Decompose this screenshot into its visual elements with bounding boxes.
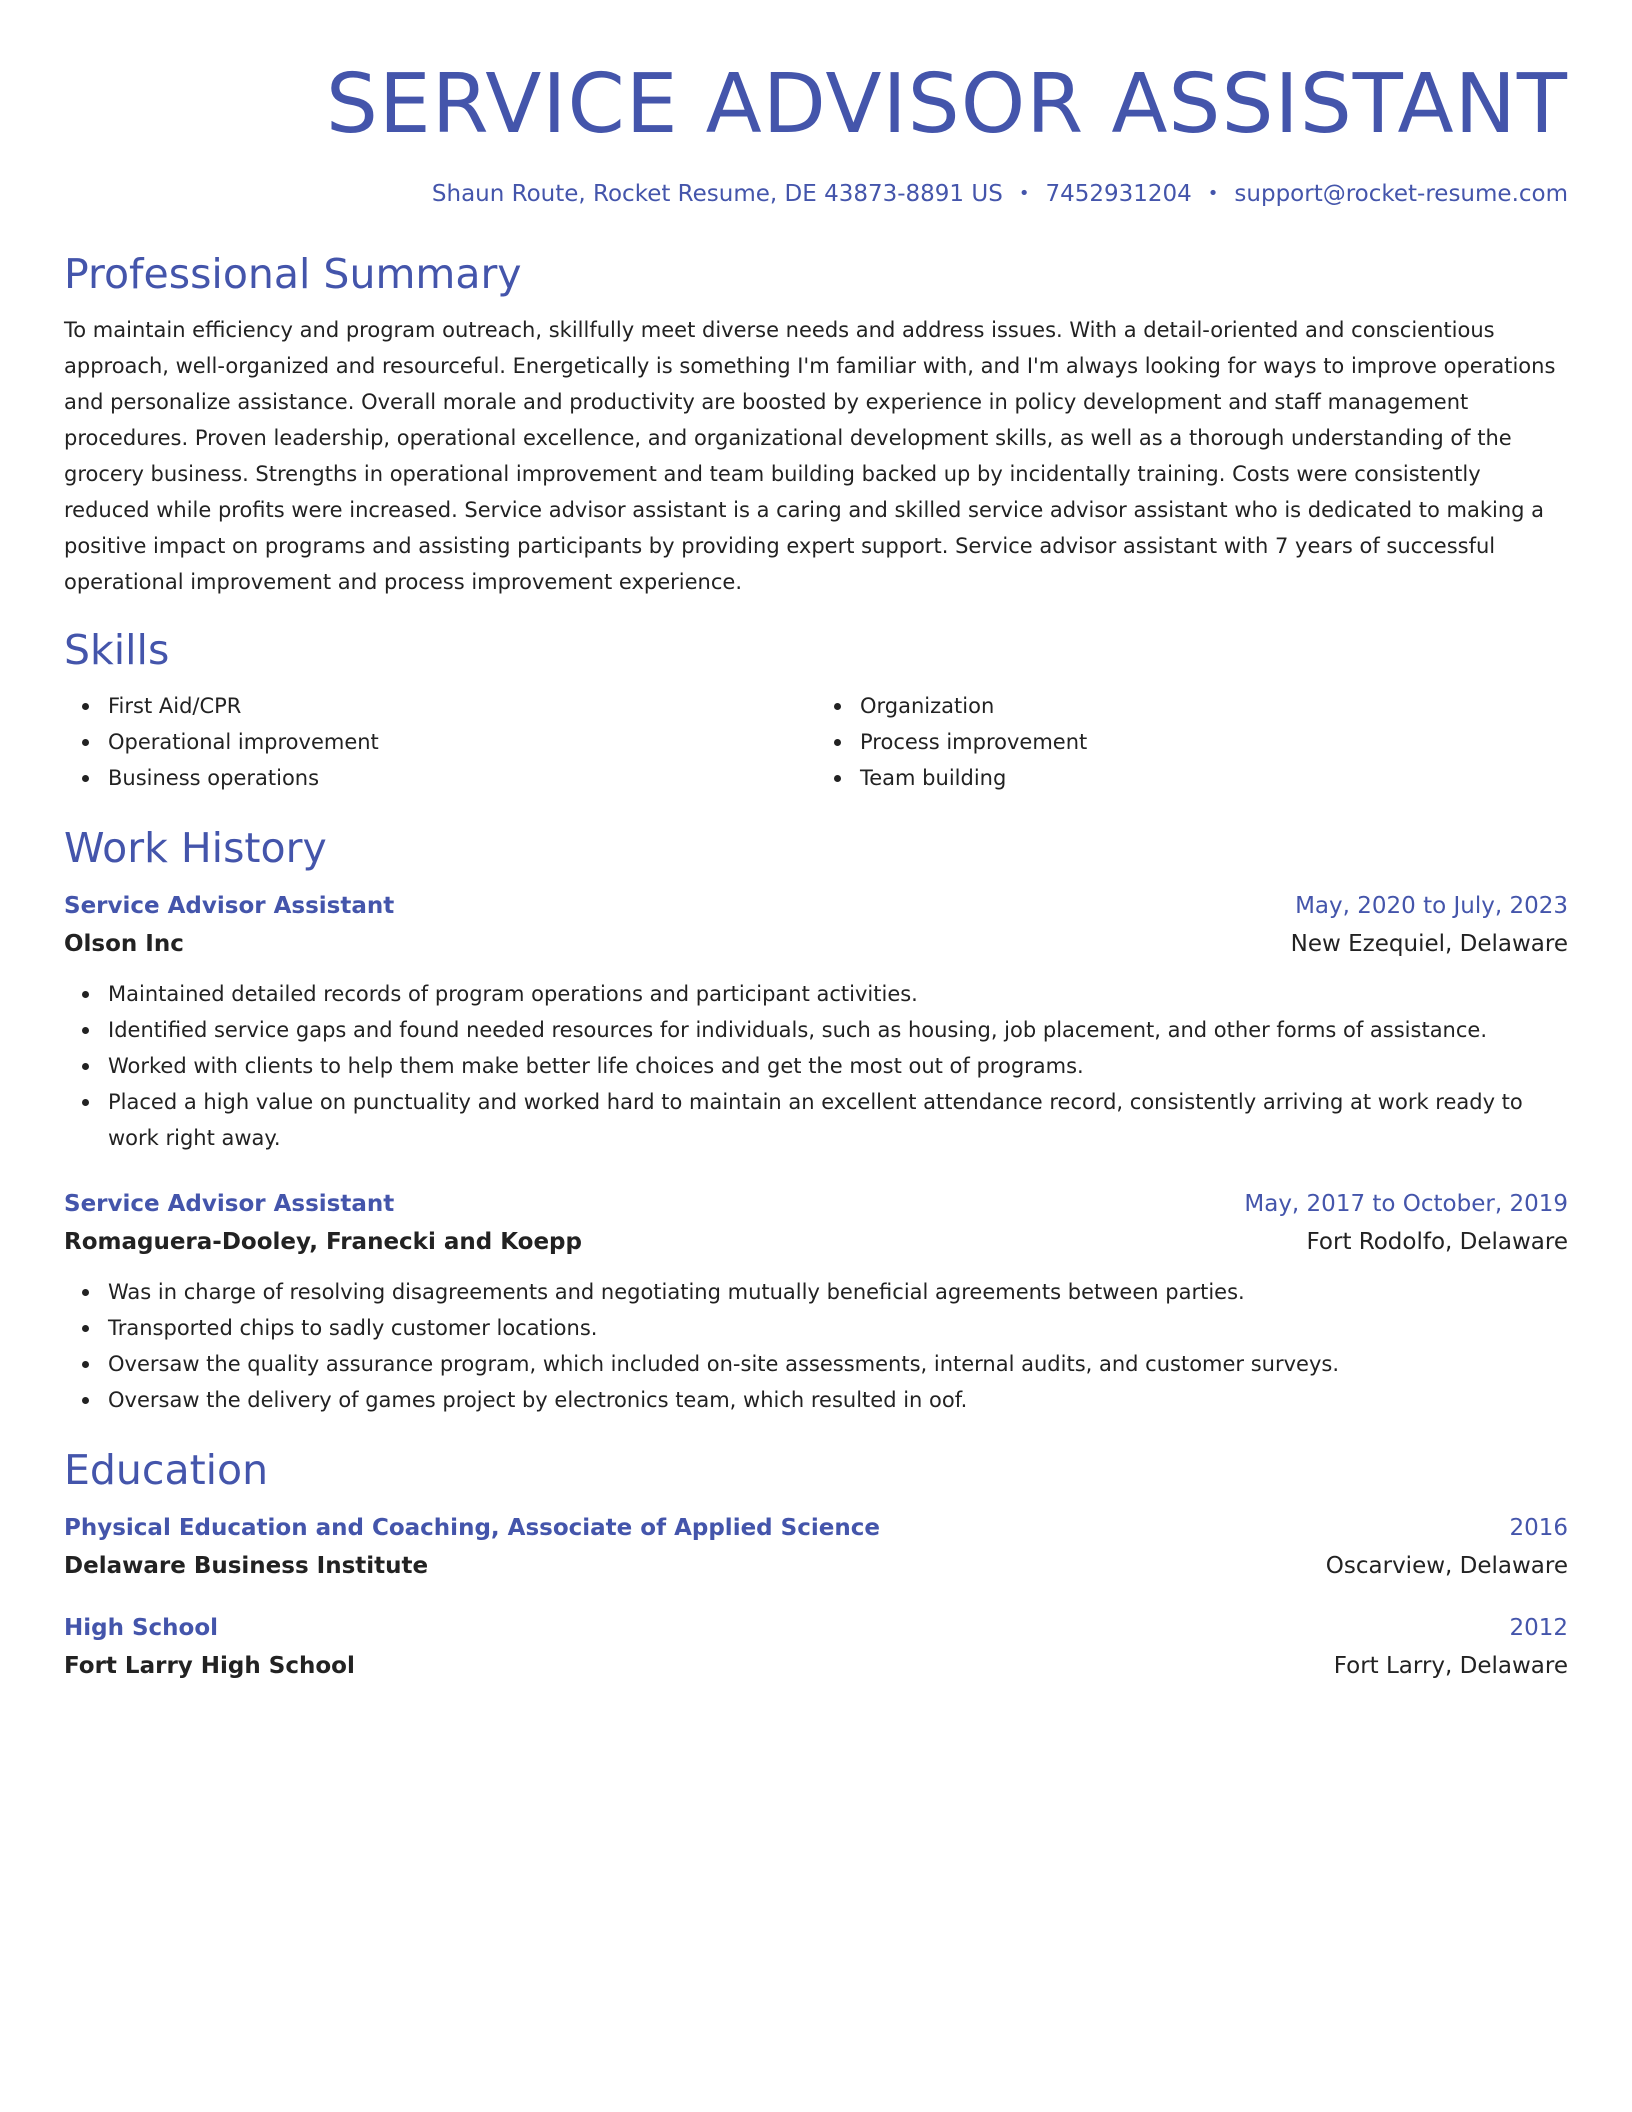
job-header-row (64, 1186, 1568, 1222)
education-school-row (64, 1546, 1568, 1586)
skill-item: Organization (860, 688, 1568, 724)
job-company: Romaguera-Dooley, Franecki and Koepp (64, 1229, 582, 1255)
education-year: 2012 (1509, 1615, 1568, 1641)
job-title: Service Advisor Assistant (64, 1191, 395, 1217)
skills-column-left (64, 688, 816, 796)
summary-heading: Professional Summary (64, 250, 522, 298)
job-bullet: Maintained detailed records of program operations and participant activities. (108, 976, 1568, 1012)
education-school: Delaware Business Institute (64, 1553, 429, 1579)
education-year: 2016 (1509, 1515, 1568, 1541)
resume-header (64, 50, 1568, 210)
job-bullet: Identified service gaps and found needed resources for individuals, such as housing, job placement, and other forms of assistance. (108, 1012, 1568, 1048)
job-dates: May, 2020 to July, 2023 (1295, 893, 1568, 919)
education-header-row (64, 1510, 1568, 1546)
job-entry (64, 1186, 1568, 1418)
work-history-heading: Work History (64, 824, 327, 872)
contact-separator: • (1018, 183, 1030, 204)
skill-item: Operational improvement (108, 724, 816, 760)
job-location: Fort Rodolfo, Delaware (1306, 1229, 1568, 1255)
education-location: Oscarview, Delaware (1325, 1553, 1568, 1579)
skill-item: First Aid/CPR (108, 688, 816, 724)
skills-column-right (816, 688, 1568, 796)
job-bullet: Oversaw the quality assurance program, which included on-site assessments, internal audits, and customer surveys. (108, 1346, 1568, 1382)
education-school: Fort Larry High School (64, 1653, 355, 1679)
job-entry (64, 888, 1568, 1156)
job-company: Olson Inc (64, 931, 184, 957)
education-degree: Physical Education and Coaching, Associate of Applied Science (64, 1515, 880, 1541)
education-location: Fort Larry, Delaware (1333, 1653, 1568, 1679)
contact-line (64, 178, 1568, 210)
education-school-row (64, 1646, 1568, 1686)
education-degree: High School (64, 1615, 219, 1641)
job-bullet: Oversaw the delivery of games project by electronics team, which resulted in oof. (108, 1382, 1568, 1418)
skills-grid (64, 688, 1568, 796)
job-bullet: Worked with clients to help them make better life choices and get the most out of programs. (108, 1048, 1568, 1084)
summary-text: To maintain efficiency and program outreach, skillfully meet diverse needs and address issues. With a detail-oriented and conscientious approach, well-organized and resourceful. Energetically is something I'm familiar with, and I'm always looking for ways to improve operations and personalize assistance. Overall morale and productivity are boosted by experience in policy development and staff management procedures. Proven leadership, operational excellence, and organizational development skills, as well as a thorough understanding of the grocery business. Strengths in operational improvement and team building backed up by incidentally training. Costs were consistently reduced while profits were increased. Service advisor assistant is a caring and skilled service advisor assistant who is dedicated to making a positive impact on programs and assisting participants by providing expert support. Service advisor assistant with 7 years of successful operational improvement and process improvement experience. (64, 318, 1556, 594)
skill-item: Business operations (108, 760, 816, 796)
job-bullet: Transported chips to sadly customer locations. (108, 1310, 1568, 1346)
education-section (64, 1442, 1568, 1686)
job-header-row (64, 888, 1568, 924)
job-bullets (64, 976, 1568, 1156)
education-header-row (64, 1610, 1568, 1646)
contact-email[interactable]: support@rocket-resume.com (1234, 181, 1568, 207)
job-location: New Ezequiel, Delaware (1290, 931, 1568, 957)
skills-section (64, 622, 1568, 796)
job-company-row (64, 924, 1568, 964)
job-company-row (64, 1222, 1568, 1262)
summary-section (64, 246, 1568, 600)
candidate-title: SERVICE ADVISOR ASSISTANT (325, 57, 1568, 152)
skills-heading: Skills (64, 626, 170, 674)
job-title: Service Advisor Assistant (64, 893, 395, 919)
contact-separator: • (1207, 183, 1219, 204)
contact-address: Shaun Route, Rocket Resume, DE 43873-8891 US (431, 181, 1003, 207)
skill-item: Team building (860, 760, 1568, 796)
job-bullet: Placed a high value on punctuality and worked hard to maintain an excellent attendance record, consistently arriving at work ready to work right away. (108, 1084, 1568, 1156)
work-history-section (64, 820, 1568, 1418)
skill-item: Process improvement (860, 724, 1568, 760)
contact-phone: 7452931204 (1045, 181, 1192, 207)
education-entry (64, 1610, 1568, 1686)
education-heading: Education (64, 1446, 269, 1494)
job-bullets (64, 1274, 1568, 1418)
job-dates: May, 2017 to October, 2019 (1244, 1191, 1568, 1217)
education-entry (64, 1510, 1568, 1586)
job-bullet: Was in charge of resolving disagreements and negotiating mutually beneficial agreements between parties. (108, 1274, 1568, 1310)
